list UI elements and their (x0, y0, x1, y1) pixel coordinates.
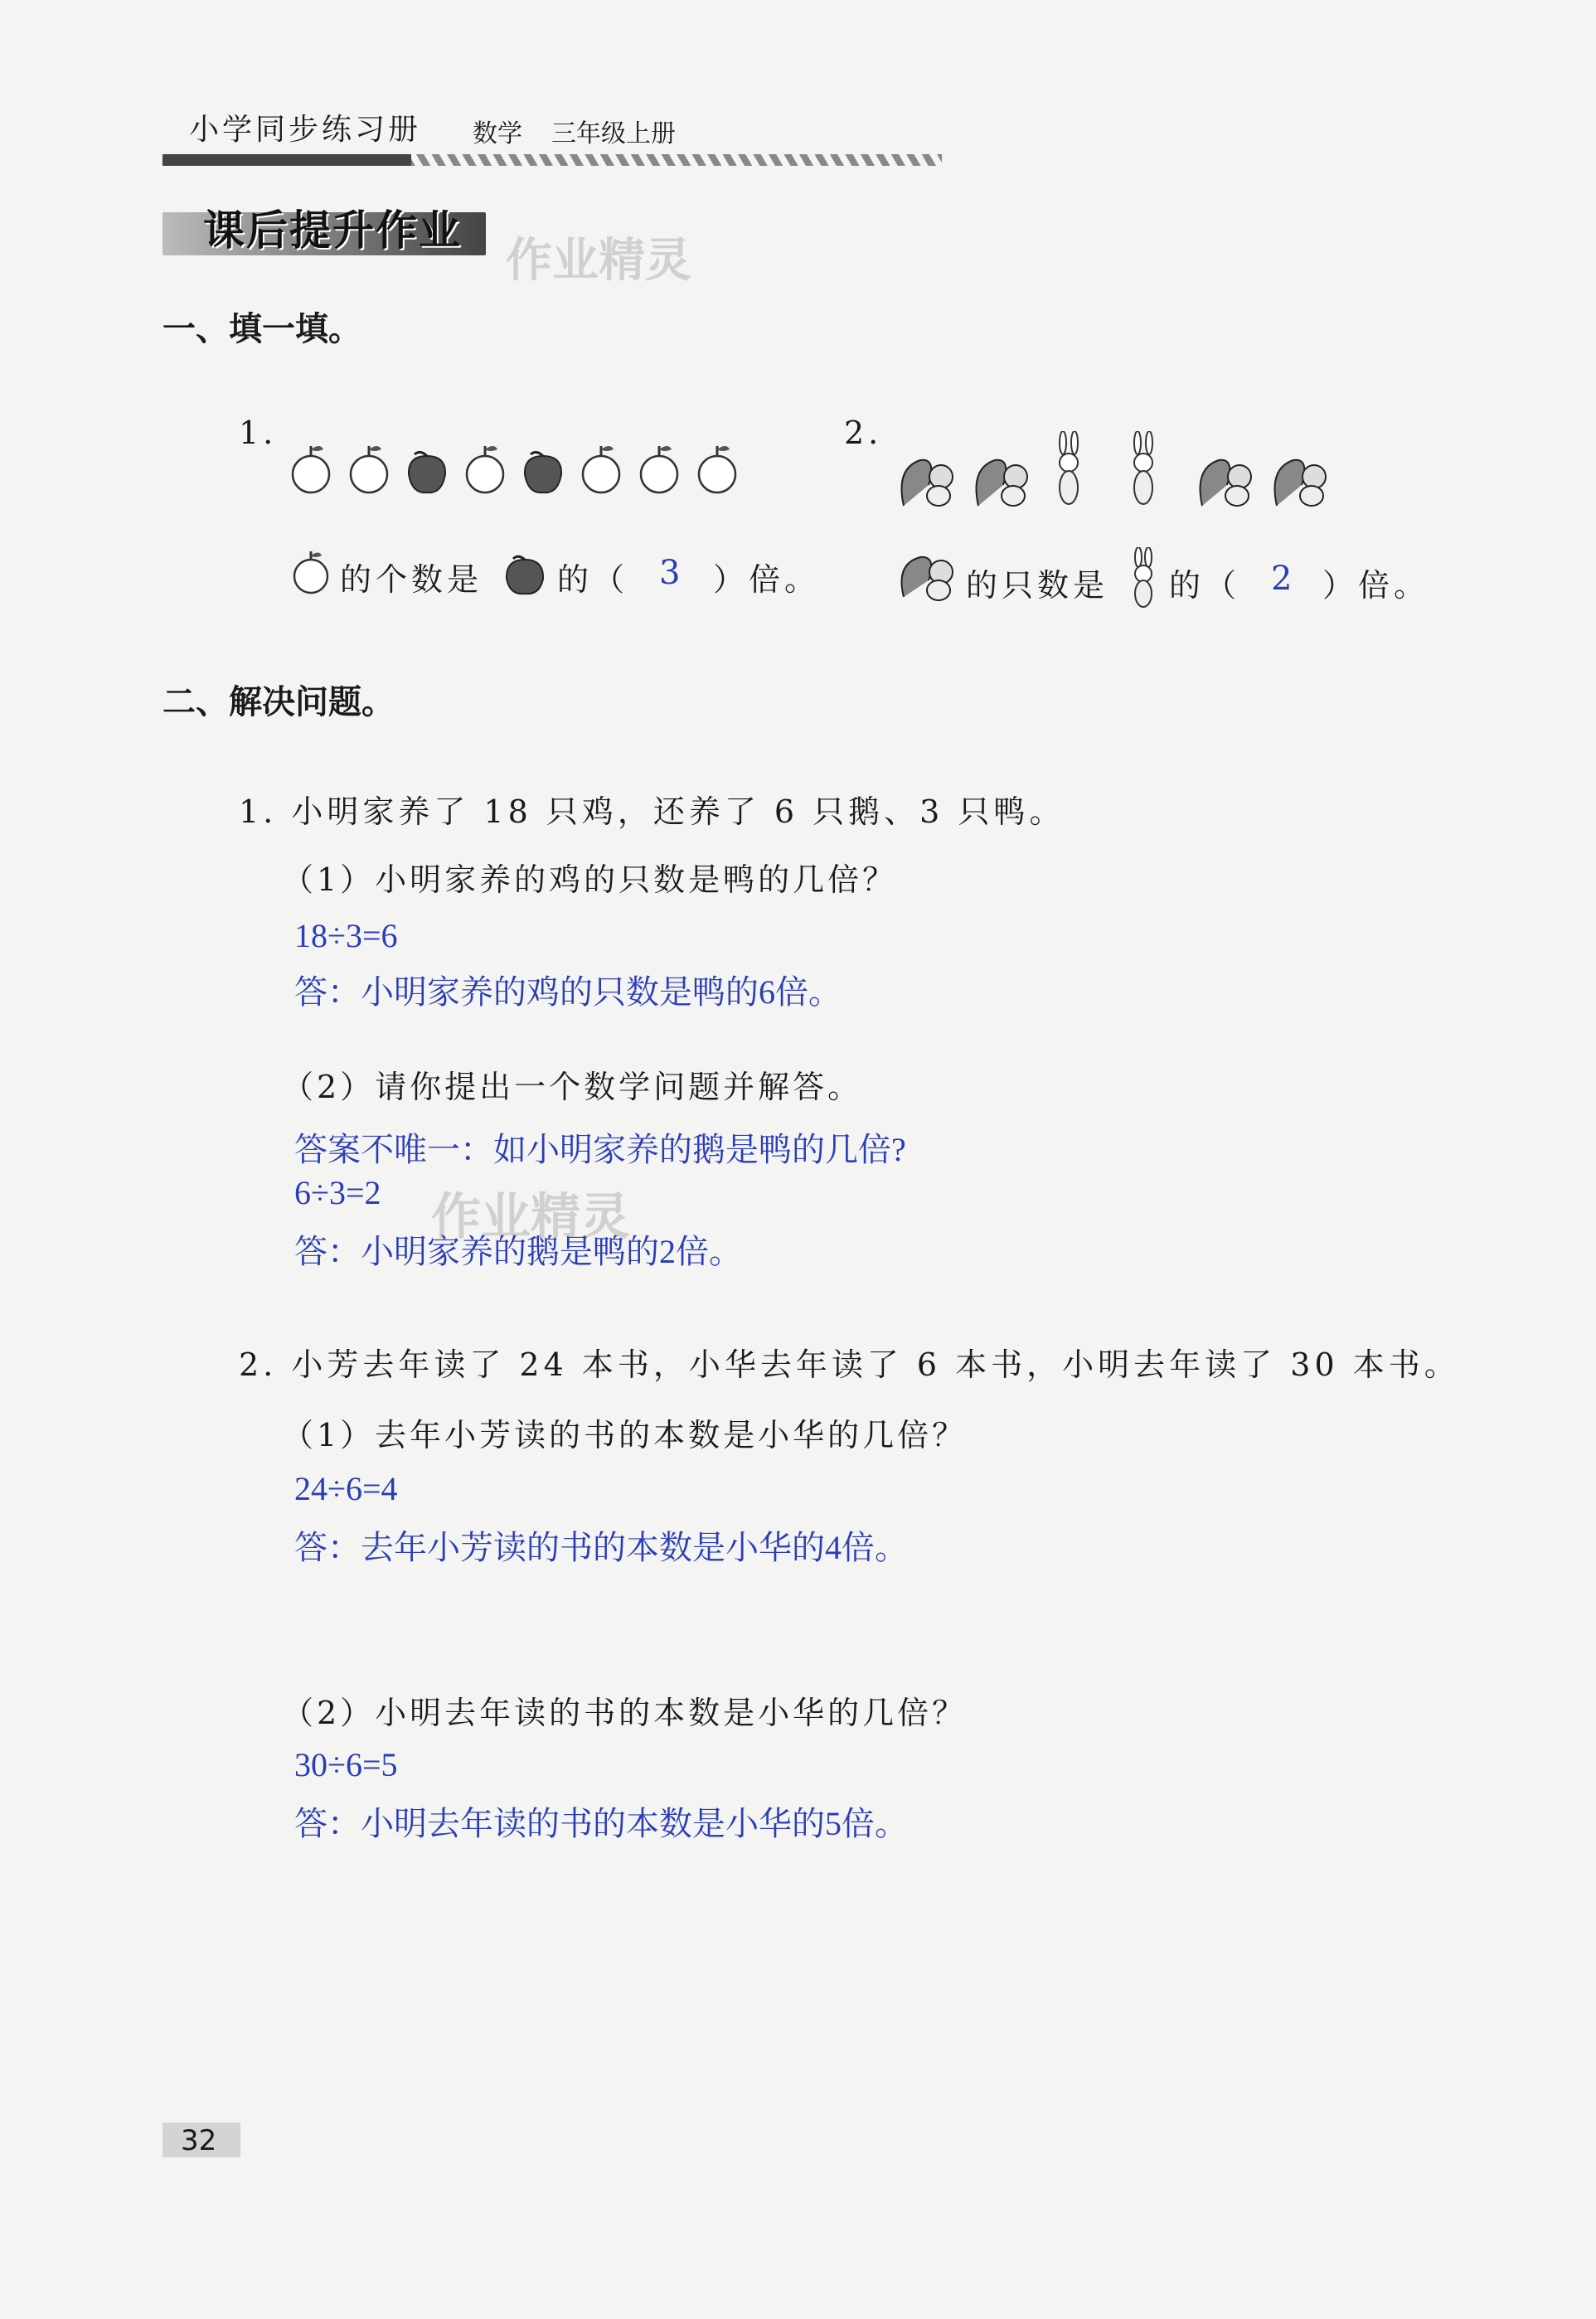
banner-title: 课后提升作业 (203, 206, 462, 255)
p2-stem: 2. 小芳去年读了 24 本书，小华去年读了 6 本书，小明去年读了 30 本书。 (239, 1346, 1460, 1383)
page-number: 32 (181, 2124, 217, 2157)
watermark-middle: 作业精灵 (431, 1188, 630, 1246)
p1-sub2-answer: 答：小明家养的鹅是鸭的2倍。 (294, 1233, 742, 1270)
q2-animal-row (895, 431, 1360, 514)
p2-sub1-answer: 答：去年小芳读的书的本数是小华的4倍。 (294, 1529, 908, 1566)
squirrel-icon (977, 460, 1028, 506)
animal-sequence (895, 431, 1360, 514)
p1-sub2-question: 答案不唯一：如小明家养的鹅是鸭的几倍? (294, 1131, 906, 1168)
apple-icon (583, 446, 619, 492)
rabbit-icon (1134, 431, 1152, 504)
apple-icon (293, 446, 329, 492)
p2-sub1: （1）去年小芳读的书的本数是小华的几倍？ (282, 1417, 968, 1453)
q2-text1: 的只数是 (966, 567, 1109, 604)
subject-label: 数学 (473, 119, 522, 148)
squirrel-icon (1201, 460, 1252, 506)
page-number-box (163, 2123, 240, 2157)
book-title: 小学同步练习册 (189, 113, 422, 147)
section1-title: 一、填一填。 (163, 309, 361, 348)
q2-text3: ）倍。 (1322, 567, 1430, 604)
q2-text2: 的（ (1169, 567, 1241, 604)
apple-icon (290, 547, 332, 597)
squirrel-icon (902, 460, 953, 506)
p1-stem: 1. 小明家养了 18 只鸡，还养了 6 只鹅、3 只鸭。 (239, 793, 1065, 830)
q2-number: 2. (844, 415, 883, 451)
q1-number: 1. (239, 415, 278, 451)
rabbit-icon (1123, 547, 1165, 614)
apple-icon (351, 446, 387, 492)
header-divider-solid (163, 154, 411, 166)
grade-label: 三年级上册 (551, 119, 676, 148)
p1-sub1-answer: 答：小明家养的鸡的只数是鸭的6倍。 (294, 973, 842, 1011)
peach-icon (525, 452, 561, 492)
q1-fruit-row (290, 439, 788, 497)
p2-sub2-equation: 30÷6=5 (294, 1746, 398, 1783)
p1-sub1-equation: 18÷3=6 (294, 917, 398, 954)
q2-rabbit-icon (1123, 547, 1165, 617)
fruit-sequence (290, 439, 788, 497)
p1-sub2: （2）请你提出一个数学问题并解答。 (282, 1069, 863, 1105)
q1-apple-icon (290, 547, 332, 600)
p1-sub2-equation: 6÷3=2 (294, 1174, 381, 1211)
apple-icon (467, 446, 503, 492)
q1-answer: 3 (659, 554, 681, 592)
q1-text3: ）倍。 (713, 561, 821, 598)
section2-title: 二、解决问题。 (163, 682, 395, 721)
q2-answer: 2 (1271, 560, 1293, 598)
q1-peach-icon (502, 547, 548, 600)
peach-icon (409, 452, 445, 492)
squirrel-icon (895, 547, 962, 605)
p1-sub1: （1）小明家养的鸡的只数是鸭的几倍？ (282, 861, 898, 898)
peach-icon (502, 547, 548, 597)
q1-text1: 的个数是 (340, 561, 483, 598)
watermark-top: 作业精灵 (506, 234, 691, 288)
apple-icon (699, 446, 735, 492)
rabbit-icon (1060, 431, 1078, 504)
squirrel-icon (1275, 460, 1327, 506)
p2-sub1-equation: 24÷6=4 (294, 1470, 398, 1507)
q2-squirrel-icon (895, 547, 962, 609)
apple-icon (641, 446, 677, 492)
q1-text2: 的（ (557, 561, 629, 598)
p2-sub2: （2）小明去年读的书的本数是小华的几倍？ (282, 1695, 968, 1731)
p2-sub2-answer: 答：小明去年读的书的本数是小华的5倍。 (294, 1805, 908, 1842)
